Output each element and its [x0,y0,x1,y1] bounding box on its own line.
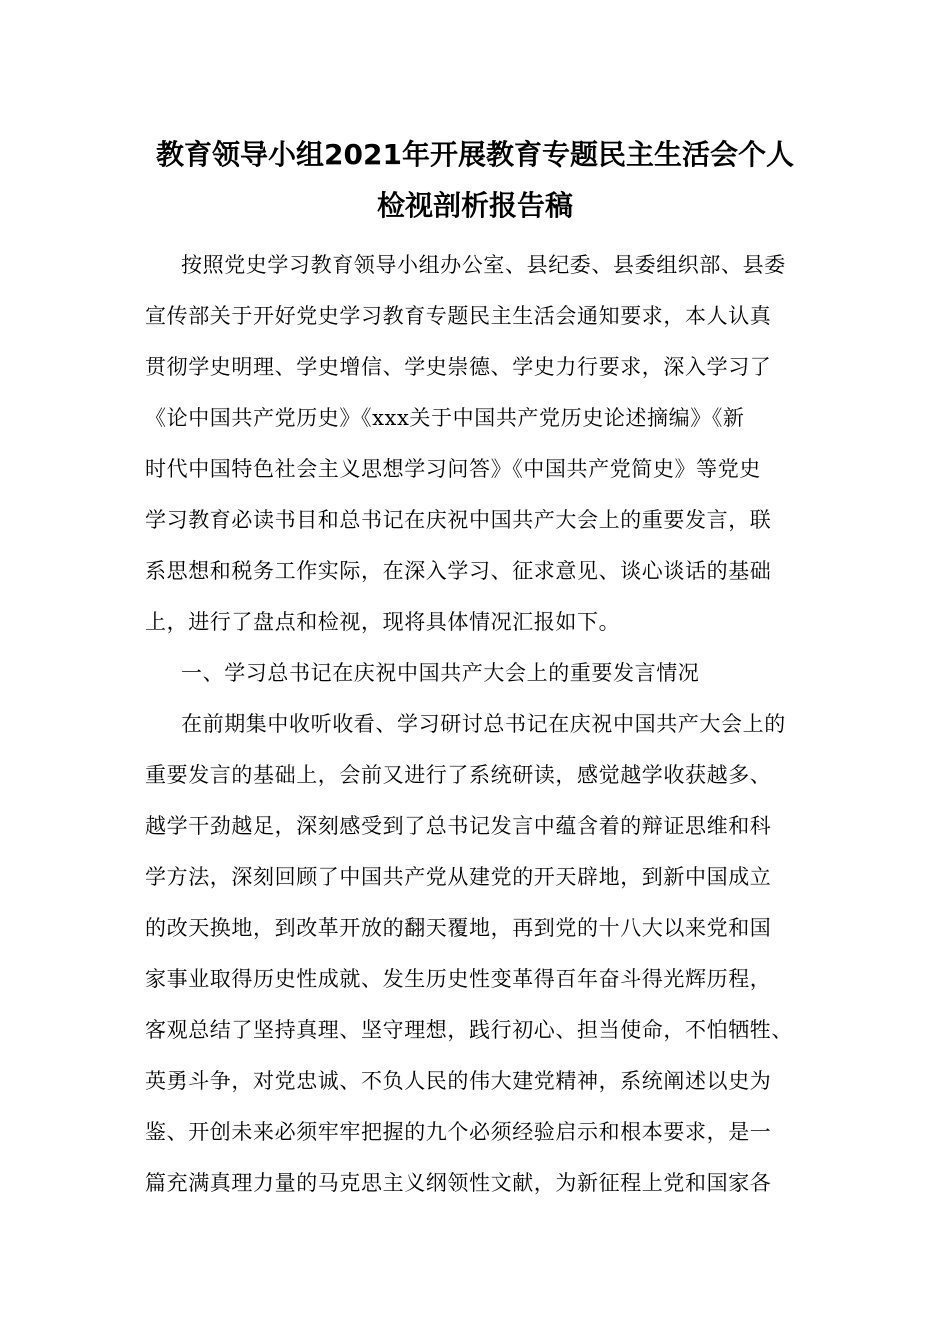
paragraph-2-line-2: 重要发言的基础上，会前又进行了系统研读，感觉越学收获越多、 [145,763,772,787]
paragraph-1-line-5: 时代中国特色社会主义思想学习问答》《中国共产党简史》等党史 [145,457,761,481]
paragraph-2-line-1: 在前期集中收听收看、学习研讨总书记在庆祝中国共产大会上的 [181,712,786,736]
paragraph-2-line-5: 的改天换地，到改革开放的翻天覆地，再到党的十八大以来党和国 [145,916,772,940]
paragraph-1-line-7: 系思想和税务工作实际，在深入学习、征求意见、谈心谈话的基础 [145,559,772,583]
paragraph-2-line-6: 家事业取得历史性成就、发生历史性变革得百年奋斗得光辉历程， [145,967,772,991]
paragraph-2-line-3: 越学干劲越足，深刻感受到了总书记发言中蕴含着的辩证思维和科 [145,814,772,838]
paragraph-1-line-2: 宣传部关于开好党史学习教育专题民主生活会通知要求，本人认真 [145,304,772,328]
paragraph-1-line-6: 学习教育必读书目和总书记在庆祝中国共产大会上的重要发言，联 [145,508,772,532]
document-title-line-2: 检视剖析报告稿 [376,189,573,222]
paragraph-1-line-3: 贯彻学史明理、学史增信、学史崇德、学史力行要求，深入学习了 [145,355,772,379]
section-heading-1: 一、学习总书记在庆祝中国共产大会上的重要发言情况 [181,661,700,685]
paragraph-2-line-7: 客观总结了坚持真理、坚守理想，践行初心、担当使命，不怕牺牲、 [145,1018,793,1042]
paragraph-2-line-4: 学方法，深刻回顾了中国共产党从建党的开天辟地，到新中国成立 [145,865,772,889]
paragraph-2-line-9: 鉴、开创未来必须牢牢把握的九个必须经验启示和根本要求，是一 [145,1120,772,1144]
document-title-line-1: 教育领导小组2021年开展教育专题民主生活会个人 [156,138,794,171]
paragraph-2-line-10: 篇充满真理力量的马克思主义纲领性文献，为新征程上党和国家各 [145,1171,772,1195]
paragraph-2-line-8: 英勇斗争，对党忠诚、不负人民的伟大建党精神，系统阐述以史为 [145,1069,772,1093]
paragraph-1-line-8: 上，进行了盘点和检视，现将具体情况汇报如下。 [145,610,621,634]
paragraph-1-line-1: 按照党史学习教育领导小组办公室、县纪委、县委组织部、县委 [181,253,786,277]
paragraph-1-line-4: 《论中国共产党历史》《xxx关于中国共产党历史论述摘编》《新 [145,406,745,430]
